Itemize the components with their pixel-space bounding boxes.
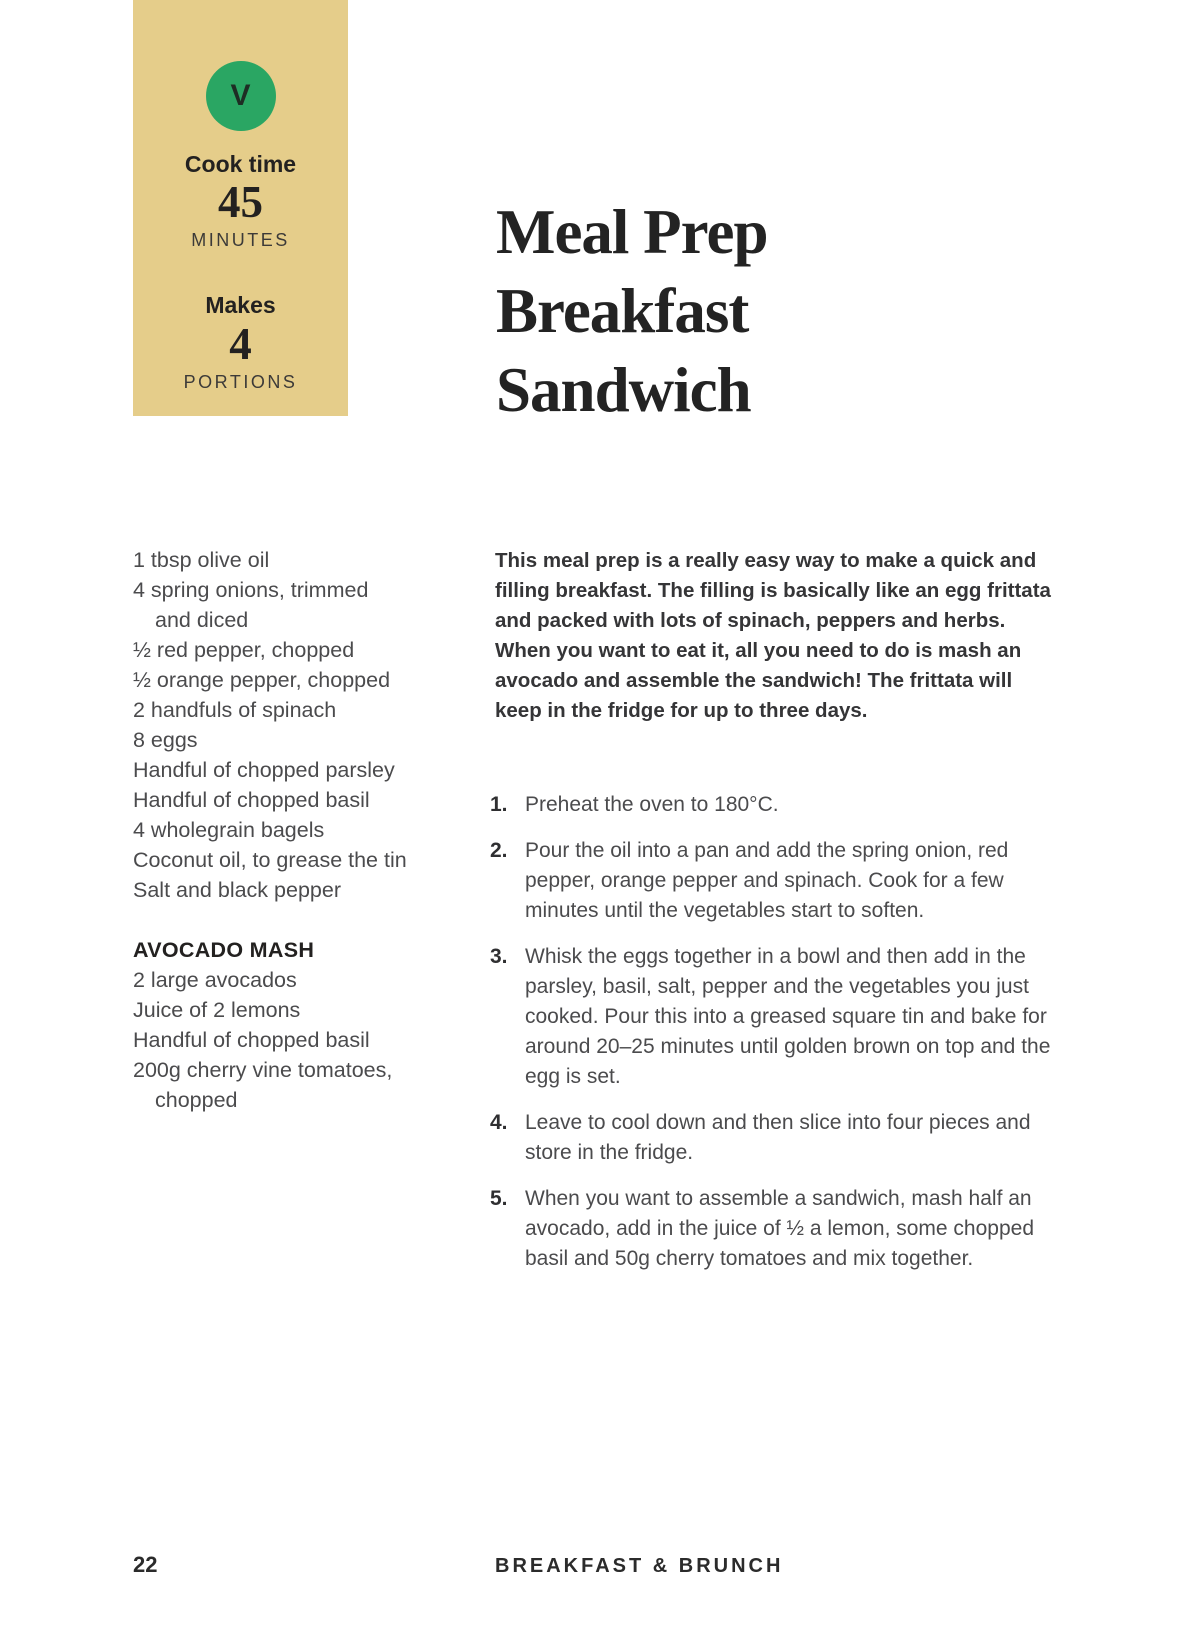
ingredient-line: Handful of chopped basil (133, 788, 370, 812)
step-number: 1. (490, 793, 508, 816)
ingredient-line: 4 spring onions, trimmed (133, 578, 369, 602)
step-text: Whisk the eggs together in a bowl and then add in the parsley, basil, salt, pepper and the vegetables you just cooked. Pour this into a greased square tin and bake for around 20–25 minutes until golden brown on top and the egg is set. (525, 945, 1051, 1088)
vegetarian-badge-icon (206, 61, 276, 131)
ingredient-line: ½ red pepper, chopped (133, 638, 355, 662)
avocado-mash-heading: AVOCADO MASH (133, 938, 315, 962)
cook-time-value: 45 (218, 177, 263, 228)
step-text: When you want to assemble a sandwich, mash half an avocado, add in the juice of ½ a lemon, some chopped basil and 50g cherry tomatoes and mix together. (525, 1187, 1035, 1270)
ingredients-section (133, 545, 463, 1115)
method-step (490, 942, 1055, 1092)
method-step (490, 1184, 1055, 1274)
step-text: Leave to cool down and then slice into four pieces and store in the fridge. (525, 1111, 1031, 1164)
vegetarian-badge-letter: V (230, 79, 251, 112)
recipe-title-line-2: Breakfast (496, 276, 749, 346)
makes-label: Makes (205, 292, 276, 319)
section-title: BREAKFAST & BRUNCH (495, 1555, 784, 1577)
recipe-intro: This meal prep is a really easy way to make a quick and filling breakfast. The filling is basically like an egg frittata and packed with lots of spinach, peppers and herbs. When you want to eat it, all you need to do is mash an avocado and assemble the sandwich! The frittata will keep in the fridge for up to three days. (495, 549, 1051, 722)
recipe-title-line-1: Meal Prep (496, 197, 768, 267)
ingredient-line: ½ orange pepper, chopped (133, 668, 391, 692)
step-number: 4. (490, 1111, 508, 1134)
cook-time-label: Cook time (184, 151, 297, 177)
cook-time-unit: MINUTES (191, 230, 290, 251)
ingredient-line: Handful of chopped basil (133, 1028, 370, 1052)
ingredient-line: Salt and black pepper (133, 878, 341, 902)
ingredients-avocado-mash (133, 965, 463, 1115)
method-step (490, 1108, 1055, 1168)
ingredients-main (133, 545, 463, 905)
ingredient-line: chopped (155, 1088, 238, 1112)
ingredient-line: 2 large avocados (133, 968, 297, 992)
ingredient-line: 8 eggs (133, 728, 198, 752)
method-steps (490, 790, 1055, 1290)
ingredient-line: 2 handfuls of spinach (133, 698, 337, 722)
ingredient-line: 1 tbsp olive oil (133, 548, 270, 572)
ingredient-line: Handful of chopped parsley (133, 758, 395, 782)
ingredient-line: and diced (155, 608, 249, 632)
method-step (490, 790, 1055, 820)
ingredient-line: 4 wholegrain bagels (133, 818, 325, 842)
recipe-title-line-3: Sandwich (496, 355, 751, 425)
step-number: 5. (490, 1187, 508, 1210)
makes-unit: PORTIONS (183, 371, 298, 392)
recipe-info-box (133, 0, 348, 416)
step-number: 2. (490, 839, 508, 862)
method-step (490, 836, 1055, 926)
ingredient-line: Coconut oil, to grease the tin (133, 848, 407, 872)
page-number: 22 (133, 1552, 158, 1577)
ingredient-line: 200g cherry vine tomatoes, (133, 1058, 393, 1082)
step-text: Pour the oil into a pan and add the spring onion, red pepper, orange pepper and spinach. Cook for a few minutes until the vegetables start to soften. (525, 839, 1009, 922)
step-number: 3. (490, 945, 508, 968)
step-text: Preheat the oven to 180°C. (525, 793, 779, 816)
makes-value: 4 (229, 318, 252, 369)
ingredient-line: Juice of 2 lemons (133, 998, 301, 1022)
recipe-title (496, 193, 768, 430)
